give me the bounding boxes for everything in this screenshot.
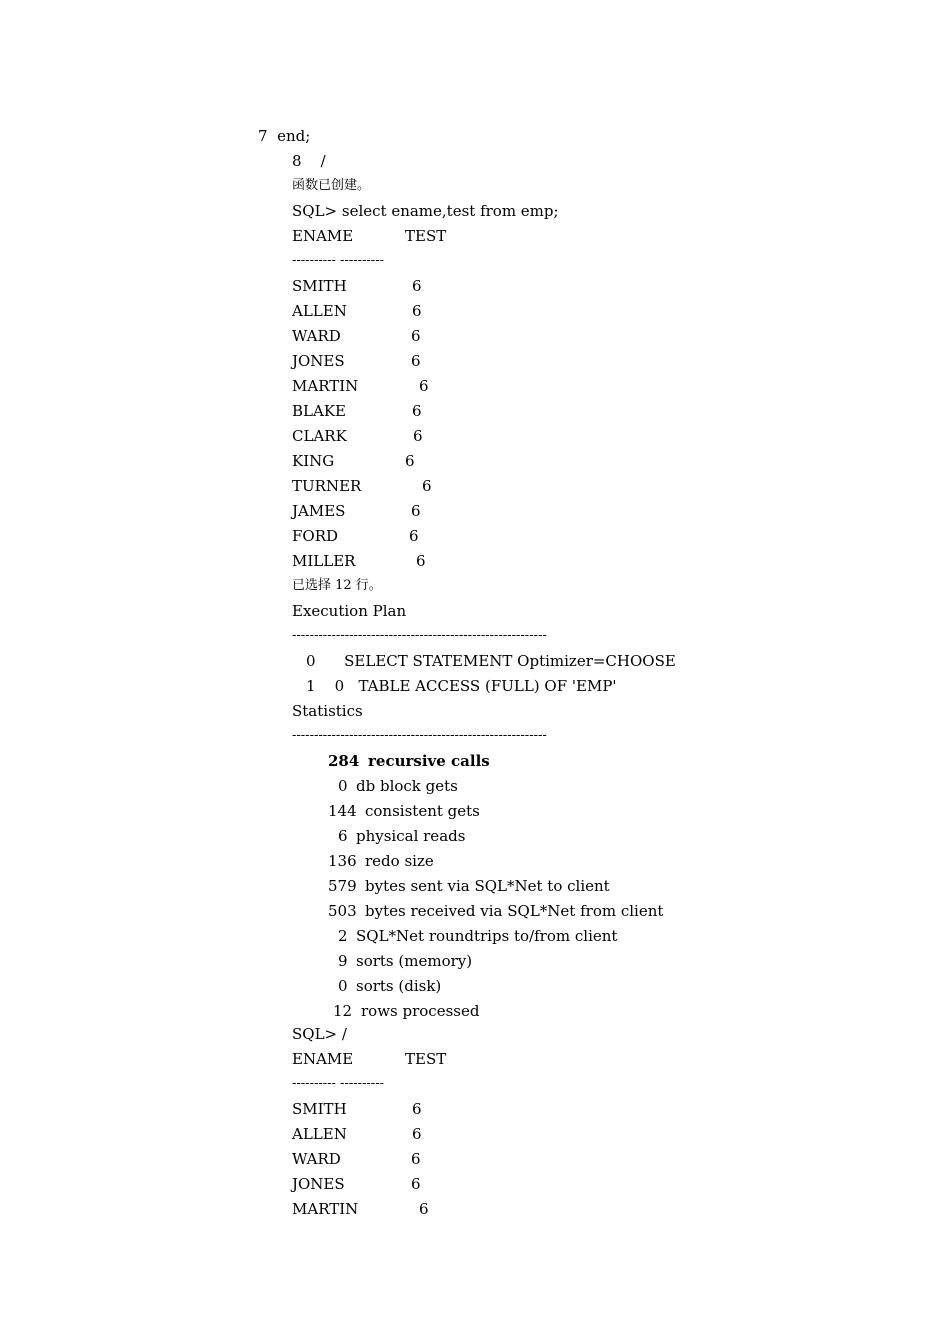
stat-label: consistent gets xyxy=(365,802,480,820)
table-row-test: 6 xyxy=(413,427,423,445)
execution-plan-step-0: 0 SELECT STATEMENT Optimizer=CHOOSE xyxy=(306,652,676,670)
rerun-separator: ---------- ---------- xyxy=(292,1076,384,1091)
stat-label: physical reads xyxy=(356,827,466,845)
stat-value: 284 xyxy=(328,752,360,770)
table-row-ename: ALLEN xyxy=(292,302,347,320)
stat-label: db block gets xyxy=(356,777,458,795)
stat-value: 0 xyxy=(338,977,348,995)
table-row-test: 6 xyxy=(412,1125,422,1143)
table-row-test: 6 xyxy=(422,477,432,495)
table-row-ename: WARD xyxy=(292,327,341,345)
execution-plan-title: Execution Plan xyxy=(292,602,407,620)
result-separator: ---------- ---------- xyxy=(292,253,384,268)
table-row-test: 6 xyxy=(416,552,426,570)
table-row-ename: BLAKE xyxy=(292,402,346,420)
function-created-message: 函数已创建。 xyxy=(292,178,371,193)
table-row-ename: WARD xyxy=(292,1150,341,1168)
table-row-test: 6 xyxy=(412,302,422,320)
stat-label: bytes received via SQL*Net from client xyxy=(365,902,664,920)
table-row-test: 6 xyxy=(411,502,421,520)
table-row-test: 6 xyxy=(411,327,421,345)
table-row-ename: ALLEN xyxy=(292,1125,347,1143)
stat-label: redo size xyxy=(365,852,434,870)
table-row-ename: KING xyxy=(292,452,335,470)
stat-value: 9 xyxy=(338,952,348,970)
table-row-test: 6 xyxy=(412,1100,422,1118)
code-line-8: 8 / xyxy=(292,152,326,170)
stat-value: 2 xyxy=(338,927,348,945)
stat-value: 144 xyxy=(328,802,357,820)
stat-value: 0 xyxy=(338,777,348,795)
table-row-test: 6 xyxy=(419,377,429,395)
rows-selected-message: 已选择 12 行。 xyxy=(292,578,382,593)
table-row-ename: JONES xyxy=(292,1175,345,1193)
table-row-ename: SMITH xyxy=(292,1100,347,1118)
execution-plan-step-1: 1 0 TABLE ACCESS (FULL) OF 'EMP' xyxy=(306,677,617,695)
table-row-ename: MILLER xyxy=(292,552,356,570)
table-row-ename: MARTIN xyxy=(292,1200,359,1218)
table-row-test: 6 xyxy=(411,1150,421,1168)
result-header-test: TEST xyxy=(405,227,447,245)
table-row-ename: CLARK xyxy=(292,427,347,445)
stat-label: rows processed xyxy=(361,1002,480,1020)
rerun-header-test: TEST xyxy=(405,1050,447,1068)
table-row-test: 6 xyxy=(409,527,419,545)
stat-label: SQL*Net roundtrips to/from client xyxy=(356,927,618,945)
code-line-7: 7 end; xyxy=(258,127,311,145)
table-row-test: 6 xyxy=(405,452,415,470)
execution-plan-separator: ---------------------------------------------------------- xyxy=(292,628,547,643)
sql-query: SQL> select ename,test from emp; xyxy=(292,202,559,220)
table-row-ename: SMITH xyxy=(292,277,347,295)
table-row-test: 6 xyxy=(419,1200,429,1218)
sql-rerun-prompt: SQL> / xyxy=(292,1025,347,1043)
stat-label: sorts (memory) xyxy=(356,952,473,970)
stat-label: recursive calls xyxy=(368,752,490,770)
stat-label: sorts (disk) xyxy=(356,977,442,995)
table-row-ename: TURNER xyxy=(292,477,362,495)
table-row-test: 6 xyxy=(411,1175,421,1193)
table-row-test: 6 xyxy=(412,277,422,295)
stat-value: 579 xyxy=(328,877,357,895)
stat-value: 6 xyxy=(338,827,348,845)
table-row-ename: JAMES xyxy=(292,502,346,520)
statistics-title: Statistics xyxy=(292,702,363,720)
stat-value: 503 xyxy=(328,902,357,920)
stat-label: bytes sent via SQL*Net to client xyxy=(365,877,610,895)
table-row-test: 6 xyxy=(411,352,421,370)
statistics-separator: ---------------------------------------------------------- xyxy=(292,728,547,743)
rerun-header-ename: ENAME xyxy=(292,1050,354,1068)
stat-value: 12 xyxy=(333,1002,353,1020)
table-row-ename: MARTIN xyxy=(292,377,359,395)
table-row-test: 6 xyxy=(412,402,422,420)
table-row-ename: FORD xyxy=(292,527,339,545)
stat-value: 136 xyxy=(328,852,357,870)
table-row-ename: JONES xyxy=(292,352,345,370)
result-header-ename: ENAME xyxy=(292,227,354,245)
